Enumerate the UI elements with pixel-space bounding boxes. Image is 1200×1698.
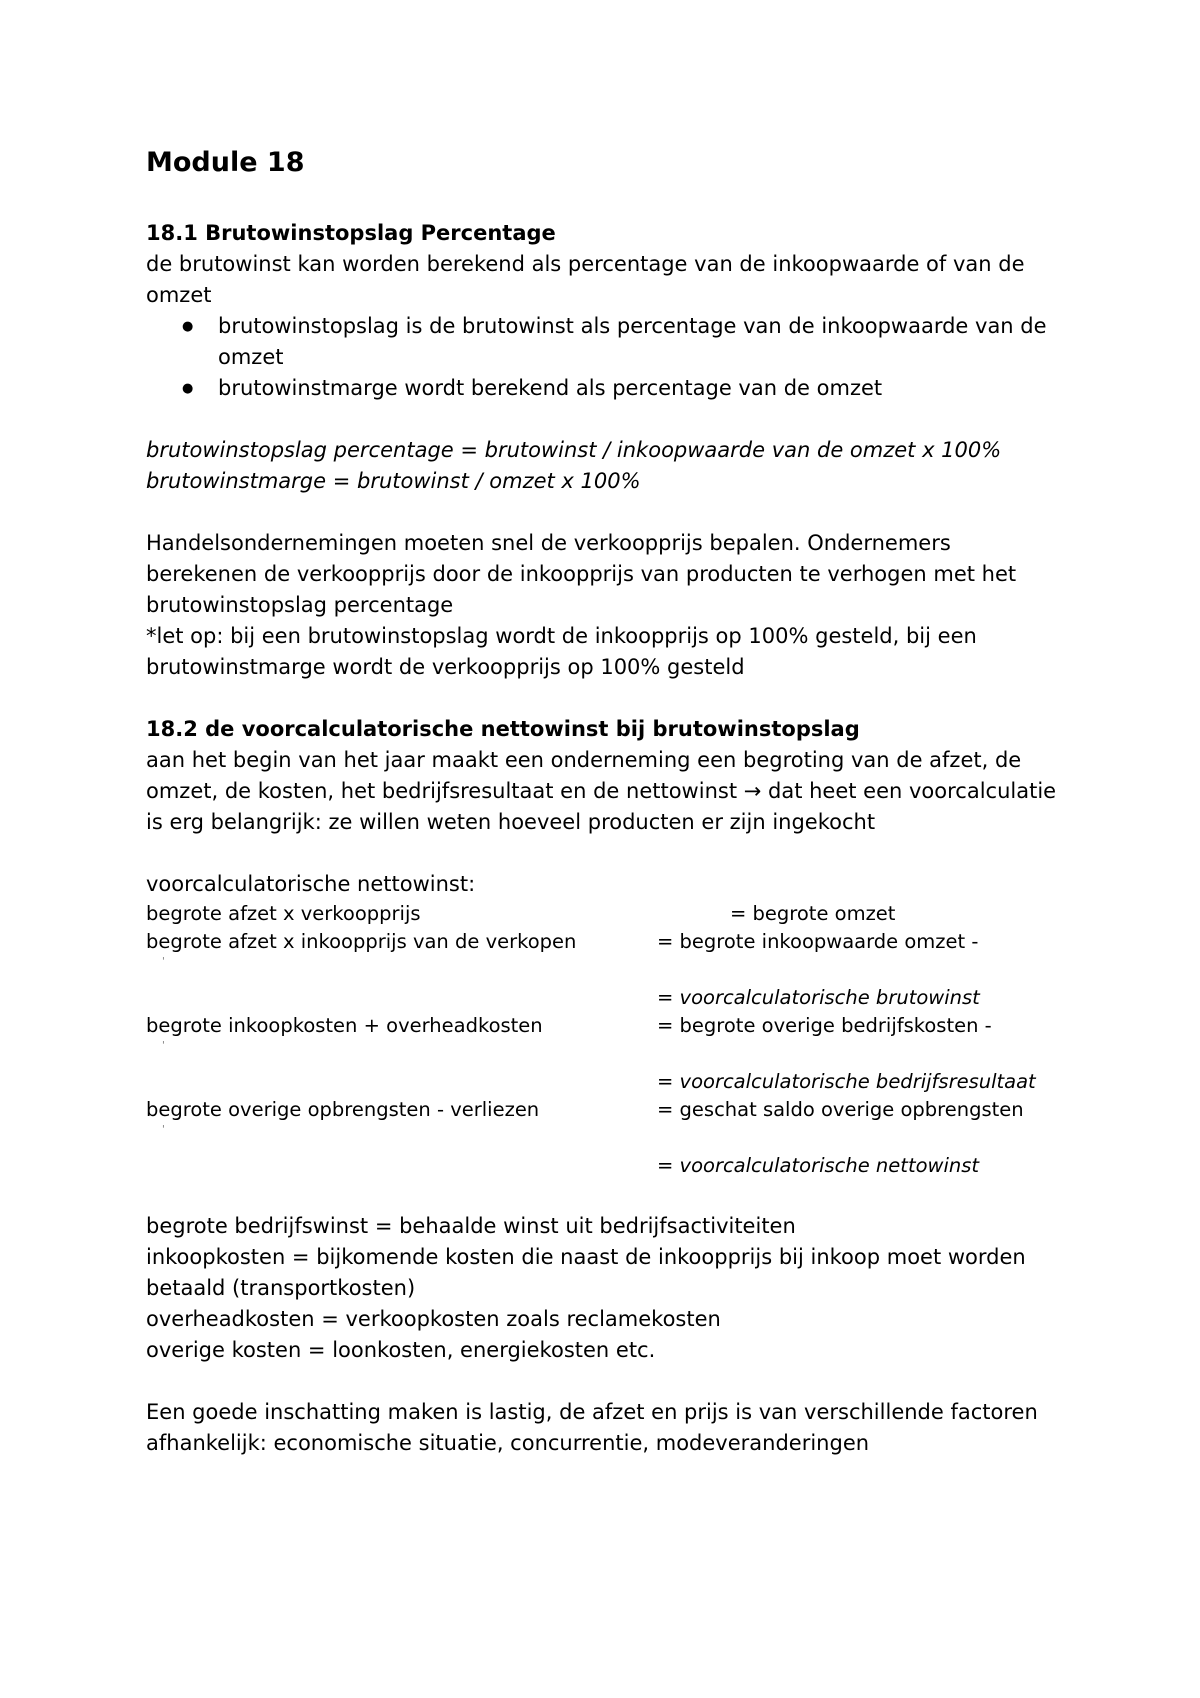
section-1-heading: 18.1 Brutowinstopslag Percentage xyxy=(146,221,556,245)
definition-bedrijfswinst: begrote bedrijfswinst = behaalde winst uit bedrijfsactiviteiten xyxy=(146,1214,796,1238)
tick-mark: ' xyxy=(162,956,165,967)
section-1-bullets xyxy=(146,311,1066,404)
calc-row-brutowinst xyxy=(146,984,1066,1012)
calc-row-bedrijfsresultaat xyxy=(146,1068,1066,1096)
closing-paragraph: Een goede inschatting maken is lastig, de afzet en prijs is van verschillende factoren afhankelijk: economische situatie, concurrentie, modeveranderingen xyxy=(146,1400,1038,1455)
calc-result: = begrote overige bedrijfskosten - xyxy=(657,1014,992,1037)
section-1-intro: de brutowinst kan worden berekend als percentage van de inkoopwaarde of van de omzet xyxy=(146,252,1025,307)
formula-brutowinstopslag: brutowinstopslag percentage = brutowinst / inkoopwaarde van de omzet x 100% xyxy=(146,438,1002,462)
section-2-intro: aan het begin van het jaar maakt een onderneming een begroting van de afzet, de omzet, de kosten, het bedrijfsresultaat en de nettowinst → dat heet een voorcalculatie xyxy=(146,748,1057,803)
section-2-intro-2: is erg belangrijk: ze willen weten hoeveel producten er zijn ingekocht xyxy=(146,810,876,834)
calc-result: = begrote omzet xyxy=(730,902,896,925)
calc-result: = begrote inkoopwaarde omzet - xyxy=(657,930,979,953)
calc-row-overige-opbrengsten xyxy=(146,1096,1066,1124)
calc-result: = voorcalculatorische nettowinst xyxy=(657,1154,980,1177)
definition-overige-kosten: overige kosten = loonkosten, energiekosten etc. xyxy=(146,1338,656,1362)
section-1-note: *let op: bij een brutowinstopslag wordt de inkoopprijs op 100% gesteld, bij een brutowinstmarge wordt de verkoopprijs op 100% gesteld xyxy=(146,624,977,679)
calculation-scheme xyxy=(146,900,1066,1180)
calc-result: = voorcalculatorische brutowinst xyxy=(657,986,980,1009)
calc-label: begrote inkoopkosten + overheadkosten xyxy=(146,1014,543,1037)
calc-label: begrote afzet x verkoopprijs xyxy=(146,902,421,925)
section-2-heading: 18.2 de voorcalculatorische nettowinst bij brutowinstopslag xyxy=(146,717,860,741)
tick-mark: ' xyxy=(162,1040,165,1051)
calc-result: = voorcalculatorische bedrijfsresultaat xyxy=(657,1070,1036,1093)
definition-overheadkosten: overheadkosten = verkoopkosten zoals reclamekosten xyxy=(146,1307,721,1331)
calc-row-bedrijfskosten xyxy=(146,1012,1066,1040)
calc-result: = geschat saldo overige opbrengsten xyxy=(657,1098,1024,1121)
calc-row-nettowinst xyxy=(146,1152,1066,1180)
calculation-title: voorcalculatorische nettowinst: xyxy=(146,872,476,896)
bullet-brutowinstmarge: ● brutowinstmarge wordt berekend als percentage van de omzet xyxy=(182,373,1066,404)
definition-inkoopkosten: inkoopkosten = bijkomende kosten die naast de inkoopprijs bij inkoop moet worden betaald (transportkosten) xyxy=(146,1245,1026,1300)
section-1-paragraph: Handelsondernemingen moeten snel de verkoopprijs bepalen. Ondernemers berekenen de verkoopprijs door de inkoopprijs van producten te verhogen met het brutowinstopslag percentage xyxy=(146,531,1017,617)
calc-label: begrote afzet x inkoopprijs van de verkopen xyxy=(146,930,577,953)
bullet-brutowinstopslag: ● brutowinstopslag is de brutowinst als percentage van de inkoopwaarde van de omzet xyxy=(182,311,1066,373)
document-content xyxy=(146,146,1066,1459)
calc-label: begrote overige opbrengsten - verliezen xyxy=(146,1098,540,1121)
formula-brutowinstmarge: brutowinstmarge = brutowinst / omzet x 100% xyxy=(146,469,641,493)
calc-row-inkoopwaarde xyxy=(146,928,1066,956)
tick-mark: ' xyxy=(162,1124,165,1135)
calc-row-omzet xyxy=(146,900,1066,928)
page-title: Module 18 xyxy=(146,147,305,178)
